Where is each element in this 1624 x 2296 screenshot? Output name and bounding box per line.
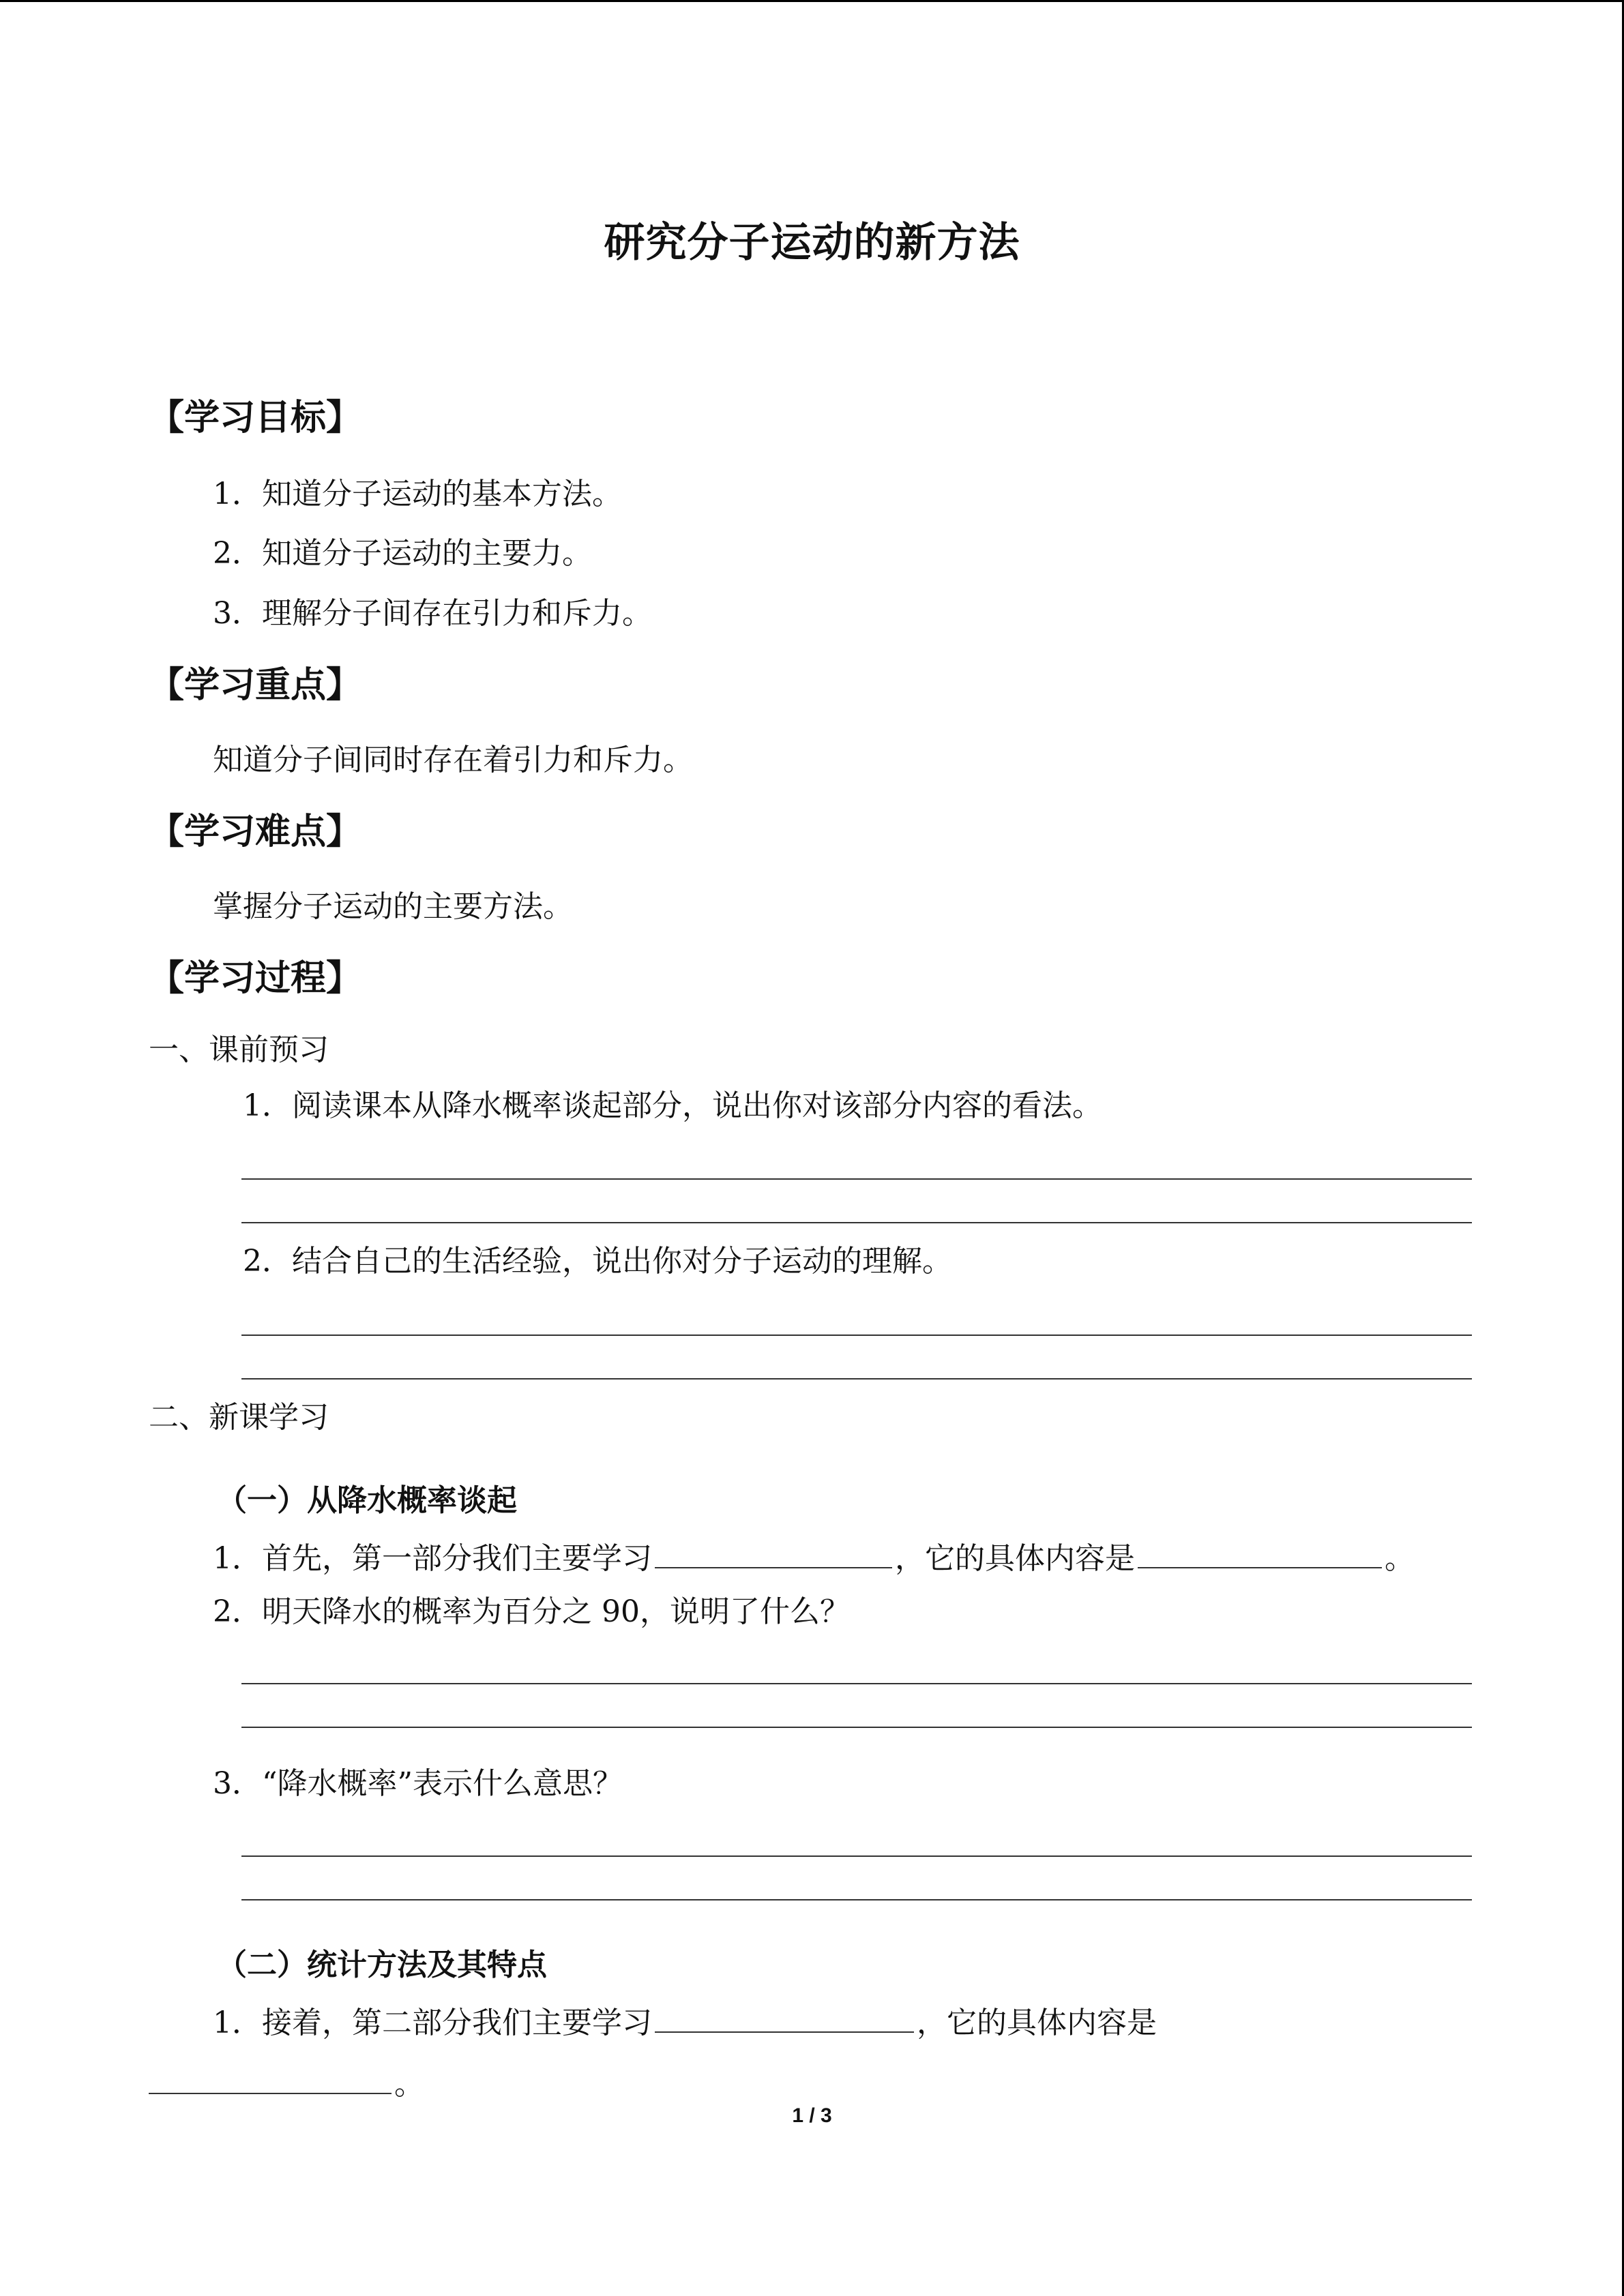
answer-line <box>241 1683 1472 1684</box>
preview-heading: 一、课前预习 <box>149 1032 329 1067</box>
key-points-heading: 【学习重点】 <box>149 665 362 706</box>
difficulties-heading: 【学习难点】 <box>149 811 362 852</box>
difficulties-text: 掌握分子运动的主要方法。 <box>213 889 573 924</box>
sub2-question-1-part-a: 1．接着，第二部分我们主要学习 <box>213 2006 652 2040</box>
objective-item-2: 2．知道分子运动的主要力。 <box>213 536 592 571</box>
page-title: 研究分子运动的新方法 <box>604 219 1020 267</box>
answer-line <box>241 1899 1472 1900</box>
sub1-question-1-part-b: ，它的具体内容是 <box>895 1541 1135 1576</box>
answer-line <box>241 1222 1472 1223</box>
fill-blank[interactable] <box>1138 1537 1382 1568</box>
sub1-question-1 <box>213 1537 1415 1574</box>
answer-line <box>241 1335 1472 1336</box>
key-points-text: 知道分子间同时存在着引力和斥力。 <box>213 743 693 777</box>
fill-blank[interactable] <box>149 2063 392 2094</box>
answer-line <box>241 1178 1472 1180</box>
objectives-heading: 【学习目标】 <box>149 398 362 438</box>
sub2-question-1-part-b: ，它的具体内容是 <box>917 2006 1157 2040</box>
sub1-question-3: 3．“降水概率”表示什么意思？ <box>213 1766 623 1801</box>
page-border-top <box>0 0 1624 2</box>
preview-question-1: 1．阅读课本从降水概率谈起部分，说出你对该部分内容的看法。 <box>243 1088 1102 1123</box>
preview-question-2: 2．结合自己的生活经验，说出你对分子运动的理解。 <box>243 1244 952 1279</box>
sub1-question-1-part-c: 。 <box>1385 1541 1415 1576</box>
process-heading: 【学习过程】 <box>149 958 362 999</box>
objective-item-3: 3．理解分子间存在引力和斥力。 <box>213 596 652 631</box>
sub1-question-2: 2．明天降水的概率为百分之 90，说明了什么？ <box>213 1594 850 1629</box>
sub1-question-1-part-a: 1．首先，第一部分我们主要学习 <box>213 1541 652 1576</box>
sub2-question-1 <box>213 2001 1157 2038</box>
sub2-question-1-part-c: 。 <box>394 2067 424 2102</box>
subsection-2-heading: （二）统计方法及其特点 <box>217 1948 547 1982</box>
fill-blank[interactable] <box>655 2001 914 2033</box>
answer-line <box>241 1378 1472 1380</box>
subsection-1-heading: （一）从降水概率谈起 <box>217 1483 517 1518</box>
fill-blank[interactable] <box>655 1537 892 1568</box>
answer-line <box>241 1855 1472 1857</box>
sub2-question-1-continuation <box>149 2063 424 2100</box>
answer-line <box>241 1727 1472 1728</box>
new-lesson-heading: 二、新课学习 <box>149 1400 329 1435</box>
objective-item-1: 1．知道分子运动的基本方法。 <box>213 477 622 511</box>
page-number: 1 / 3 <box>792 2104 832 2127</box>
